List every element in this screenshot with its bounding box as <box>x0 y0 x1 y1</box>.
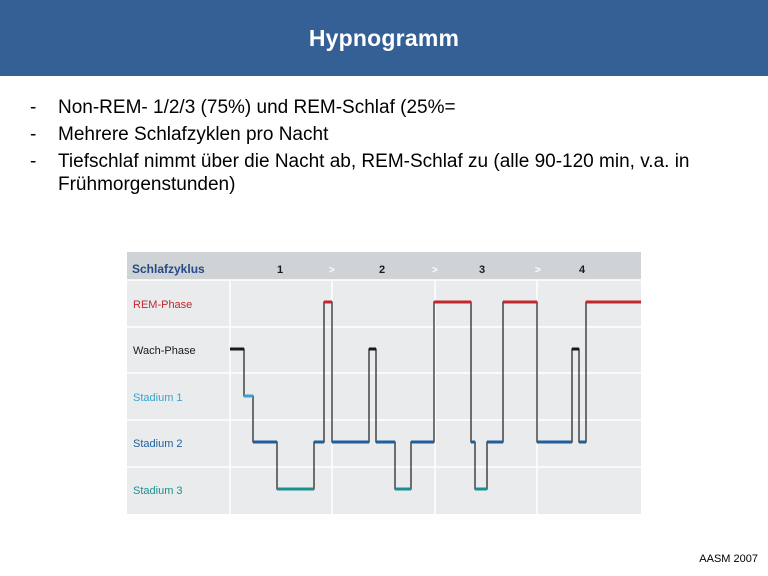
stage-label-stage1: Stadium 1 <box>133 392 183 404</box>
stage-label-wake: Wach-Phase <box>133 345 196 357</box>
bullet-list <box>30 96 750 200</box>
stage-label-stage2: Stadium 2 <box>133 438 183 450</box>
bullet-text: Non-REM- 1/2/3 (75%) und REM-Schlaf (25%= <box>58 97 456 118</box>
bullet-text: Mehrere Schlafzyklen pro Nacht <box>58 124 329 145</box>
stage-label-rem: REM-Phase <box>133 299 193 311</box>
bullet-marker: - <box>30 124 37 145</box>
cycle-separator-icon: > <box>535 265 541 276</box>
slide-title: Hypnogramm <box>308 24 460 51</box>
plot-background <box>127 252 641 514</box>
bullet-marker: - <box>30 97 37 118</box>
cycle-label-4: 4 <box>579 264 586 276</box>
bullet-text: Tiefschlaf nimmt über die Nacht ab, REM-Schlaf zu (alle 90-120 min, v.a. in Frühmorgenstunden) <box>58 151 690 195</box>
cycle-separator-icon: > <box>432 265 438 276</box>
stage-label-stage3: Stadium 3 <box>133 485 183 497</box>
source-citation: AASM 2007 <box>699 553 758 565</box>
cycle-header-label: Schlafzyklus <box>132 262 205 276</box>
bullet-item <box>30 123 750 146</box>
hypnogram-chart <box>127 252 641 514</box>
hypnogram-svg <box>127 252 641 514</box>
bullet-item <box>30 150 750 196</box>
bullet-item <box>30 96 750 119</box>
bullet-marker: - <box>30 151 37 172</box>
title-bar <box>0 0 768 76</box>
cycle-separator-icon: > <box>329 265 335 276</box>
cycle-label-2: 2 <box>379 264 386 276</box>
cycle-label-1: 1 <box>277 264 284 276</box>
cycle-label-3: 3 <box>479 264 486 276</box>
